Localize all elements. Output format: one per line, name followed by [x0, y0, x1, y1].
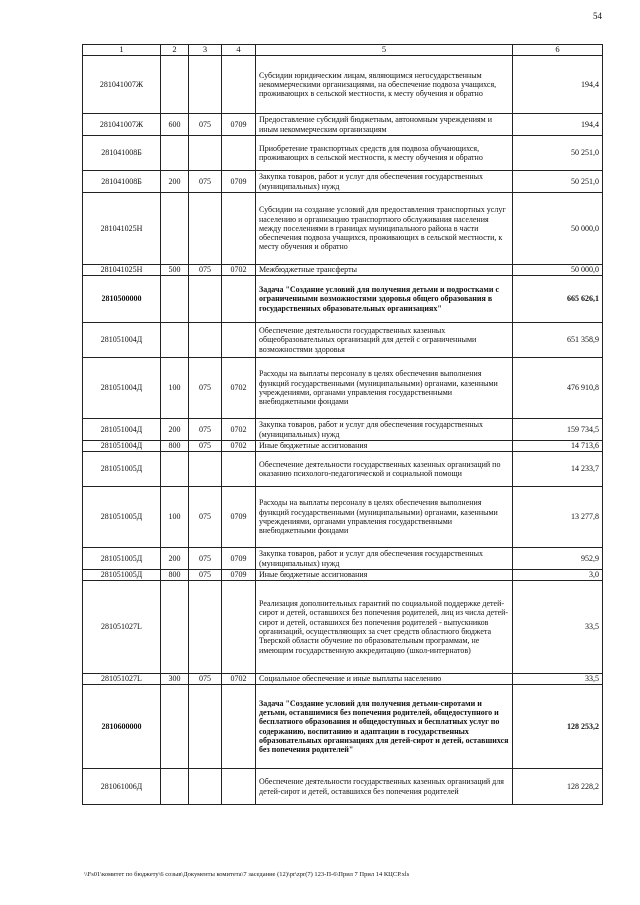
- row-amount: 50 251,0: [513, 136, 603, 171]
- row-expense-type: [161, 56, 189, 114]
- row-code: 281051004Д: [83, 441, 161, 452]
- row-description: Задача "Создание условий для получения детьми и подростками с ограниченными возможностями здоровья общего образования в государственных образовательных организациях": [256, 276, 513, 323]
- row-description: Задача "Создание условий для получения детьми-сиротами и детьми, оставшимися без попечения родителей, общедоступного и бесплатного образования и общедоступных и бесплатных услуг по содержанию, воспитанию и адаптации в государственных образовательных организациях для детей-сирот и детей, оставшихся без попечения родителей": [256, 685, 513, 769]
- row-code: 281051005Д: [83, 570, 161, 581]
- row-description: Межбюджетные трансферты: [256, 265, 513, 276]
- row-department: 075: [189, 441, 222, 452]
- row-amount: 14 713,6: [513, 441, 603, 452]
- row-department: [189, 581, 222, 674]
- budget-table: [82, 44, 603, 805]
- row-code: 281041008Б: [83, 136, 161, 171]
- row-section: [222, 581, 256, 674]
- table-row: [83, 769, 603, 805]
- row-section: 0702: [222, 265, 256, 276]
- page-number: 54: [593, 11, 602, 21]
- row-section: [222, 193, 256, 265]
- row-amount: 128 228,2: [513, 769, 603, 805]
- row-description: Обеспечение деятельности государственных казенных организаций по оказанию психолого-педагогической и социальной помощи: [256, 452, 513, 487]
- row-section: 0709: [222, 570, 256, 581]
- row-expense-type: 200: [161, 171, 189, 193]
- row-department: 075: [189, 171, 222, 193]
- table-row: [83, 581, 603, 674]
- row-expense-type: [161, 769, 189, 805]
- row-amount: 33,5: [513, 674, 603, 685]
- row-expense-type: [161, 452, 189, 487]
- row-description: Обеспечение деятельности государственных казенных общеобразовательных организаций для детей с ограниченными возможностями здоровья: [256, 323, 513, 358]
- table-row: [83, 265, 603, 276]
- row-amount: 952,9: [513, 548, 603, 570]
- row-section: 0709: [222, 548, 256, 570]
- row-section: 0709: [222, 171, 256, 193]
- row-amount: 14 233,7: [513, 452, 603, 487]
- row-description: Приобретение транспортных средств для подвоза обучающихся, проживающих в сельской местности, к месту обучения и обратно: [256, 136, 513, 171]
- table-row: [83, 452, 603, 487]
- row-amount: 33,5: [513, 581, 603, 674]
- row-section: [222, 276, 256, 323]
- table-header-row: [83, 45, 603, 56]
- row-section: [222, 323, 256, 358]
- header-col-3: 3: [189, 45, 222, 56]
- row-section: [222, 769, 256, 805]
- row-amount: 194,4: [513, 114, 603, 136]
- table-row: [83, 114, 603, 136]
- row-code: 281051005Д: [83, 548, 161, 570]
- row-section: 0702: [222, 674, 256, 685]
- row-amount: 50 000,0: [513, 265, 603, 276]
- row-description: Реализация дополнительных гарантий по социальной поддержке детей-сирот и детей, оставшихся без попечения родителей, лиц из числа детей-сирот и детей, оставшихся без попечения родителей - выпускников организаций, осуществляющих за счет средств областного бюджета Тверской области обучение по образовательным программам, не имеющим государственную аккредитацию (школ-интернатов): [256, 581, 513, 674]
- row-code: 2810500000: [83, 276, 161, 323]
- row-amount: 665 626,1: [513, 276, 603, 323]
- row-amount: 159 734,5: [513, 419, 603, 441]
- row-amount: 13 277,8: [513, 487, 603, 548]
- row-expense-type: [161, 323, 189, 358]
- row-code: 281051027L: [83, 581, 161, 674]
- row-expense-type: [161, 193, 189, 265]
- header-col-4: 4: [222, 45, 256, 56]
- row-code: 281041025Н: [83, 265, 161, 276]
- table-row-task: [83, 276, 603, 323]
- row-code: 281051004Д: [83, 323, 161, 358]
- file-path-footer: \\Fs01\комитет по бюджету\6 созыв\Документы комитета\7 заседание (12)\pr\zpr(7) 123-П-6\Прил 7 Прил 14 КЦСР.xls: [84, 871, 410, 878]
- row-department: [189, 769, 222, 805]
- row-expense-type: 800: [161, 570, 189, 581]
- table-row: [83, 674, 603, 685]
- row-amount: 194,4: [513, 56, 603, 114]
- row-description: Субсидии юридическим лицам, являющимся негосударственным некоммерческими организациями, на обеспечение подвоза учащихся, проживающих в сельской местности, к месту обучения и обратно: [256, 56, 513, 114]
- row-code: 281051027L: [83, 674, 161, 685]
- table-row: [83, 323, 603, 358]
- row-amount: 651 358,9: [513, 323, 603, 358]
- row-department: [189, 323, 222, 358]
- header-col-2: 2: [161, 45, 189, 56]
- row-expense-type: 800: [161, 441, 189, 452]
- row-section: 0709: [222, 487, 256, 548]
- row-code: 281041007Ж: [83, 56, 161, 114]
- row-code: 281041025Н: [83, 193, 161, 265]
- row-description: Иные бюджетные ассигнования: [256, 570, 513, 581]
- row-expense-type: 200: [161, 548, 189, 570]
- row-section: [222, 452, 256, 487]
- row-amount: 476 910,8: [513, 358, 603, 419]
- row-section: [222, 136, 256, 171]
- row-amount: 50 000,0: [513, 193, 603, 265]
- row-description: Закупка товаров, работ и услуг для обеспечения государственных (муниципальных) нужд: [256, 548, 513, 570]
- table-row-task: [83, 685, 603, 769]
- table-row: [83, 570, 603, 581]
- row-description: Расходы на выплаты персоналу в целях обеспечения выполнения функций государственными (муниципальными) органами, казенными учреждениями, органами управления государственными внебюджетными фондами: [256, 358, 513, 419]
- row-expense-type: [161, 276, 189, 323]
- row-department: 075: [189, 487, 222, 548]
- row-description: Иные бюджетные ассигнования: [256, 441, 513, 452]
- row-department: [189, 193, 222, 265]
- row-expense-type: 100: [161, 487, 189, 548]
- row-department: [189, 276, 222, 323]
- row-code: 281051004Д: [83, 419, 161, 441]
- row-department: 075: [189, 570, 222, 581]
- row-description: Предоставление субсидий бюджетным, автономным учреждениям и иным некоммерческим организациям: [256, 114, 513, 136]
- row-code: 281051005Д: [83, 452, 161, 487]
- table-row: [83, 358, 603, 419]
- table-row: [83, 171, 603, 193]
- row-expense-type: [161, 136, 189, 171]
- row-code: 281041007Ж: [83, 114, 161, 136]
- row-description: Обеспечение деятельности государственных казенных организаций для детей-сирот и детей, оставшихся без попечения родителей: [256, 769, 513, 805]
- row-section: 0702: [222, 358, 256, 419]
- table-row: [83, 193, 603, 265]
- row-department: [189, 56, 222, 114]
- row-department: 075: [189, 548, 222, 570]
- row-code: 281061006Д: [83, 769, 161, 805]
- row-department: [189, 136, 222, 171]
- row-code: 281041008Б: [83, 171, 161, 193]
- header-col-5: 5: [256, 45, 513, 56]
- row-expense-type: 500: [161, 265, 189, 276]
- row-department: 075: [189, 358, 222, 419]
- row-amount: 128 253,2: [513, 685, 603, 769]
- row-section: 0709: [222, 114, 256, 136]
- row-code: 281051005Д: [83, 487, 161, 548]
- row-section: 0702: [222, 419, 256, 441]
- row-code: 281051004Д: [83, 358, 161, 419]
- row-expense-type: 100: [161, 358, 189, 419]
- row-description: Субсидии на создание условий для предоставления транспортных услуг населению и организацию транспортного обслуживания населения между поселениями в границах муниципального района в части обеспечения подвоза учащихся, проживающих в сельской местности, к месту обучения и обратно: [256, 193, 513, 265]
- table-row: [83, 441, 603, 452]
- header-col-1: 1: [83, 45, 161, 56]
- table-row: [83, 487, 603, 548]
- row-section: [222, 56, 256, 114]
- row-department: 075: [189, 114, 222, 136]
- row-expense-type: [161, 685, 189, 769]
- row-department: [189, 452, 222, 487]
- table-row: [83, 56, 603, 114]
- row-department: 075: [189, 265, 222, 276]
- row-amount: 3,0: [513, 570, 603, 581]
- row-expense-type: [161, 581, 189, 674]
- row-description: Социальное обеспечение и иные выплаты населению: [256, 674, 513, 685]
- row-department: 075: [189, 674, 222, 685]
- row-expense-type: 600: [161, 114, 189, 136]
- header-col-6: 6: [513, 45, 603, 56]
- row-department: [189, 685, 222, 769]
- table-row: [83, 419, 603, 441]
- row-expense-type: 200: [161, 419, 189, 441]
- row-description: Закупка товаров, работ и услуг для обеспечения государственных (муниципальных) нужд: [256, 419, 513, 441]
- row-code: 2810600000: [83, 685, 161, 769]
- row-expense-type: 300: [161, 674, 189, 685]
- table-row: [83, 136, 603, 171]
- table-row: [83, 548, 603, 570]
- row-description: Расходы на выплаты персоналу в целях обеспечения выполнения функций государственными (муниципальными) органами, казенными учреждениями, органами управления государственными внебюджетными фондами: [256, 487, 513, 548]
- row-section: 0702: [222, 441, 256, 452]
- row-department: 075: [189, 419, 222, 441]
- row-description: Закупка товаров, работ и услуг для обеспечения государственных (муниципальных) нужд: [256, 171, 513, 193]
- row-section: [222, 685, 256, 769]
- row-amount: 50 251,0: [513, 171, 603, 193]
